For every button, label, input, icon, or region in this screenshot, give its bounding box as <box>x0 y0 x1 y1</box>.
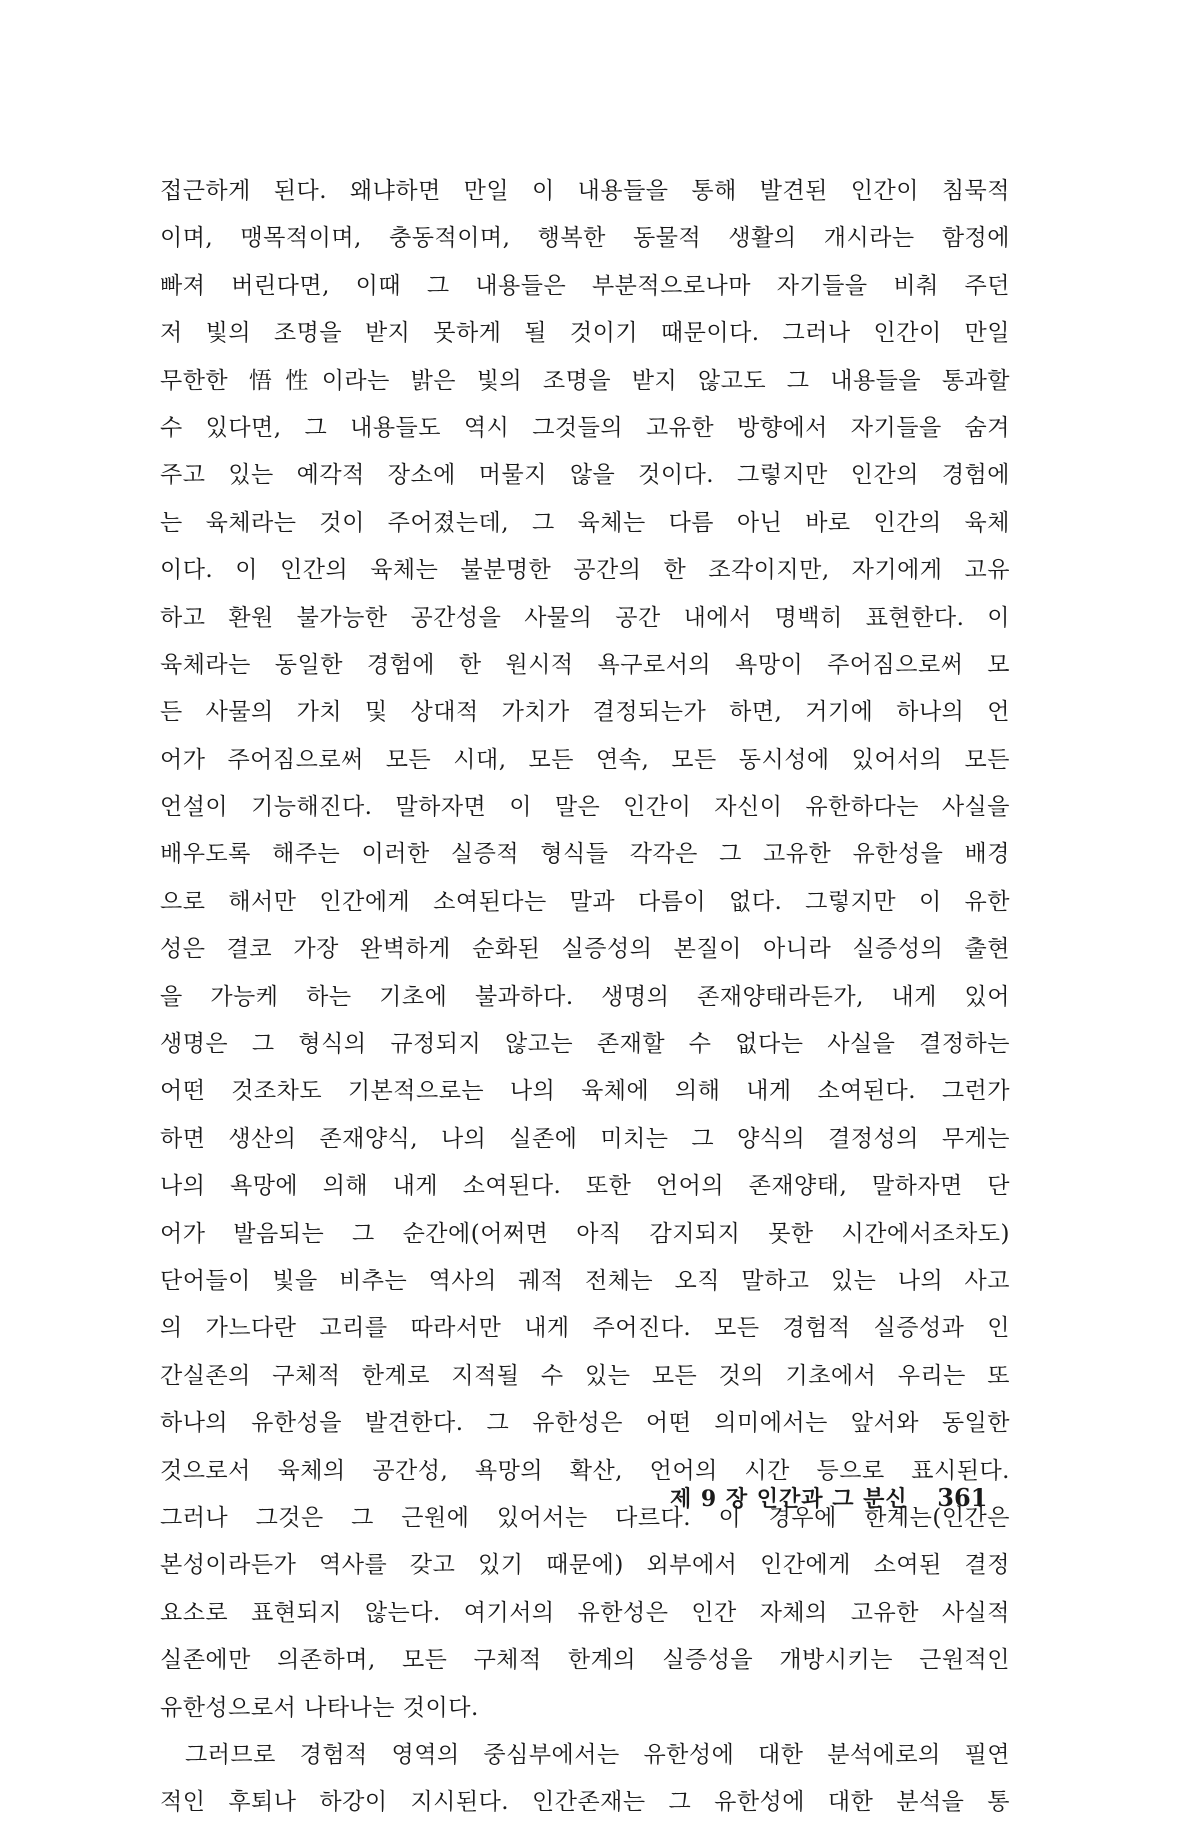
text-line: 어떤 것조차도 기본적으로는 나의 육체에 의해 내게 소여된다. 그런가 <box>160 1078 1010 1105</box>
text-line: 적인 후퇴나 하강이 지시된다. 인간존재는 그 유한성에 대한 분석을 통 <box>160 1789 1010 1816</box>
text-line: 이다. 이 인간의 육체는 불분명한 공간의 한 조각이지만, 자기에게 고유 <box>160 557 1010 584</box>
text-line: 간실존의 구체적 한계로 지적될 수 있는 모든 것의 기초에서 우리는 또 <box>160 1362 1010 1389</box>
text-line: 무한한 悟性이라는 밝은 빛의 조명을 받지 않고도 그 내용들을 통과할 <box>160 367 1010 394</box>
text-line: 빠져 버린다면, 이때 그 내용들은 부분적으로나마 자기들을 비춰 주던 <box>160 272 1010 299</box>
text-line: 이며, 맹목적이며, 충동적이며, 행복한 동물적 생활의 개시라는 함정에 <box>160 225 1010 252</box>
text-line: 배우도록 해주는 이러한 실증적 형식들 각각은 그 고유한 유한성을 배경 <box>160 841 1010 868</box>
paragraph-start-line: 그러므로 경험적 영역의 중심부에서는 유한성에 대한 분석에로의 필연 <box>185 1741 1010 1768</box>
text-line: 으로 해서만 인간에게 소여된다는 말과 다름이 없다. 그렇지만 이 유한 <box>160 888 1010 915</box>
text-line: 생명은 그 형식의 규정되지 않고는 존재할 수 없다는 사실을 결정하는 <box>160 1031 1010 1058</box>
text-line: 접근하게 된다. 왜냐하면 만일 이 내용들을 통해 발견된 인간이 침묵적 <box>160 178 1010 204</box>
page-number: 361 <box>937 1483 988 1512</box>
body-text <box>160 168 1010 1827</box>
text-line: 수 있다면, 그 내용들도 역시 그것들의 고유한 방향에서 자기들을 숨겨 <box>160 414 1010 441</box>
text-line: 어가 발음되는 그 순간에(어쩌면 아직 감지되지 못한 시간에서조차도) <box>160 1220 1010 1247</box>
chapter-title: 제 9 장 인간과 그 분신 <box>670 1486 908 1512</box>
text-line: 하고 환원 불가능한 공간성을 사물의 공간 내에서 명백히 표현한다. 이 <box>160 604 1010 631</box>
text-line: 의 가느다란 고리를 따라서만 내게 주어진다. 모든 경험적 실증성과 인 <box>160 1315 1010 1342</box>
text-line: 요소로 표현되지 않는다. 여기서의 유한성은 인간 자체의 고유한 사실적 <box>160 1599 1010 1626</box>
text-line: 언설이 기능해진다. 말하자면 이 말은 인간이 자신이 유한하다는 사실을 <box>160 794 1010 821</box>
text-line: 것으로서 육체의 공간성, 욕망의 확산, 언어의 시간 등으로 표시된다. <box>160 1457 1010 1484</box>
text-line: 나의 욕망에 의해 내게 소여된다. 또한 언어의 존재양태, 말하자면 단 <box>160 1173 1010 1200</box>
text-line: 본성이라든가 역사를 갖고 있기 때문에) 외부에서 인간에게 소여된 결정 <box>160 1552 1010 1579</box>
text-line: 하나의 유한성을 발견한다. 그 유한성은 어떤 의미에서는 앞서와 동일한 <box>160 1410 1010 1437</box>
text-line: 단어들이 빛을 비추는 역사의 궤적 전체는 오직 말하고 있는 나의 사고 <box>160 1267 1010 1294</box>
text-line: 성은 결코 가장 완벽하게 순화된 실증성의 본질이 아니라 실증성의 출현 <box>160 936 1010 963</box>
text-line: 을 가능케 하는 기초에 불과하다. 생명의 존재양태라든가, 내게 있어 <box>160 983 1010 1010</box>
text-line: 는 육체라는 것이 주어졌는데, 그 육체는 다름 아닌 바로 인간의 육체 <box>160 509 1010 536</box>
text-line: 저 빛의 조명을 받지 못하게 될 것이기 때문이다. 그러나 인간이 만일 <box>160 320 1010 347</box>
text-line: 든 사물의 가치 및 상대적 가치가 결정되는가 하면, 거기에 하나의 언 <box>160 699 1010 726</box>
page-footer <box>670 1478 1010 1518</box>
text-line: 주고 있는 예각적 장소에 머물지 않을 것이다. 그렇지만 인간의 경험에 <box>160 462 1010 489</box>
text-line: 실존에만 의존하며, 모든 구체적 한계의 실증성을 개방시키는 근원적인 <box>160 1647 1010 1674</box>
text-line: 그러나 그것은 그 근원에 있어서는 다르다. 이 경우에 한계는(인간은 <box>160 1504 1010 1531</box>
text-line: 하면 생산의 존재양식, 나의 실존에 미치는 그 양식의 결정성의 무게는 <box>160 1125 1010 1152</box>
paragraph-end-line: 유한성으로서 나타나는 것이다. <box>160 1694 479 1721</box>
text-line: 육체라는 동일한 경험에 한 원시적 욕구로서의 욕망이 주어짐으로써 모 <box>160 651 1010 678</box>
text-line: 어가 주어짐으로써 모든 시대, 모든 연속, 모든 동시성에 있어서의 모든 <box>160 746 1010 773</box>
